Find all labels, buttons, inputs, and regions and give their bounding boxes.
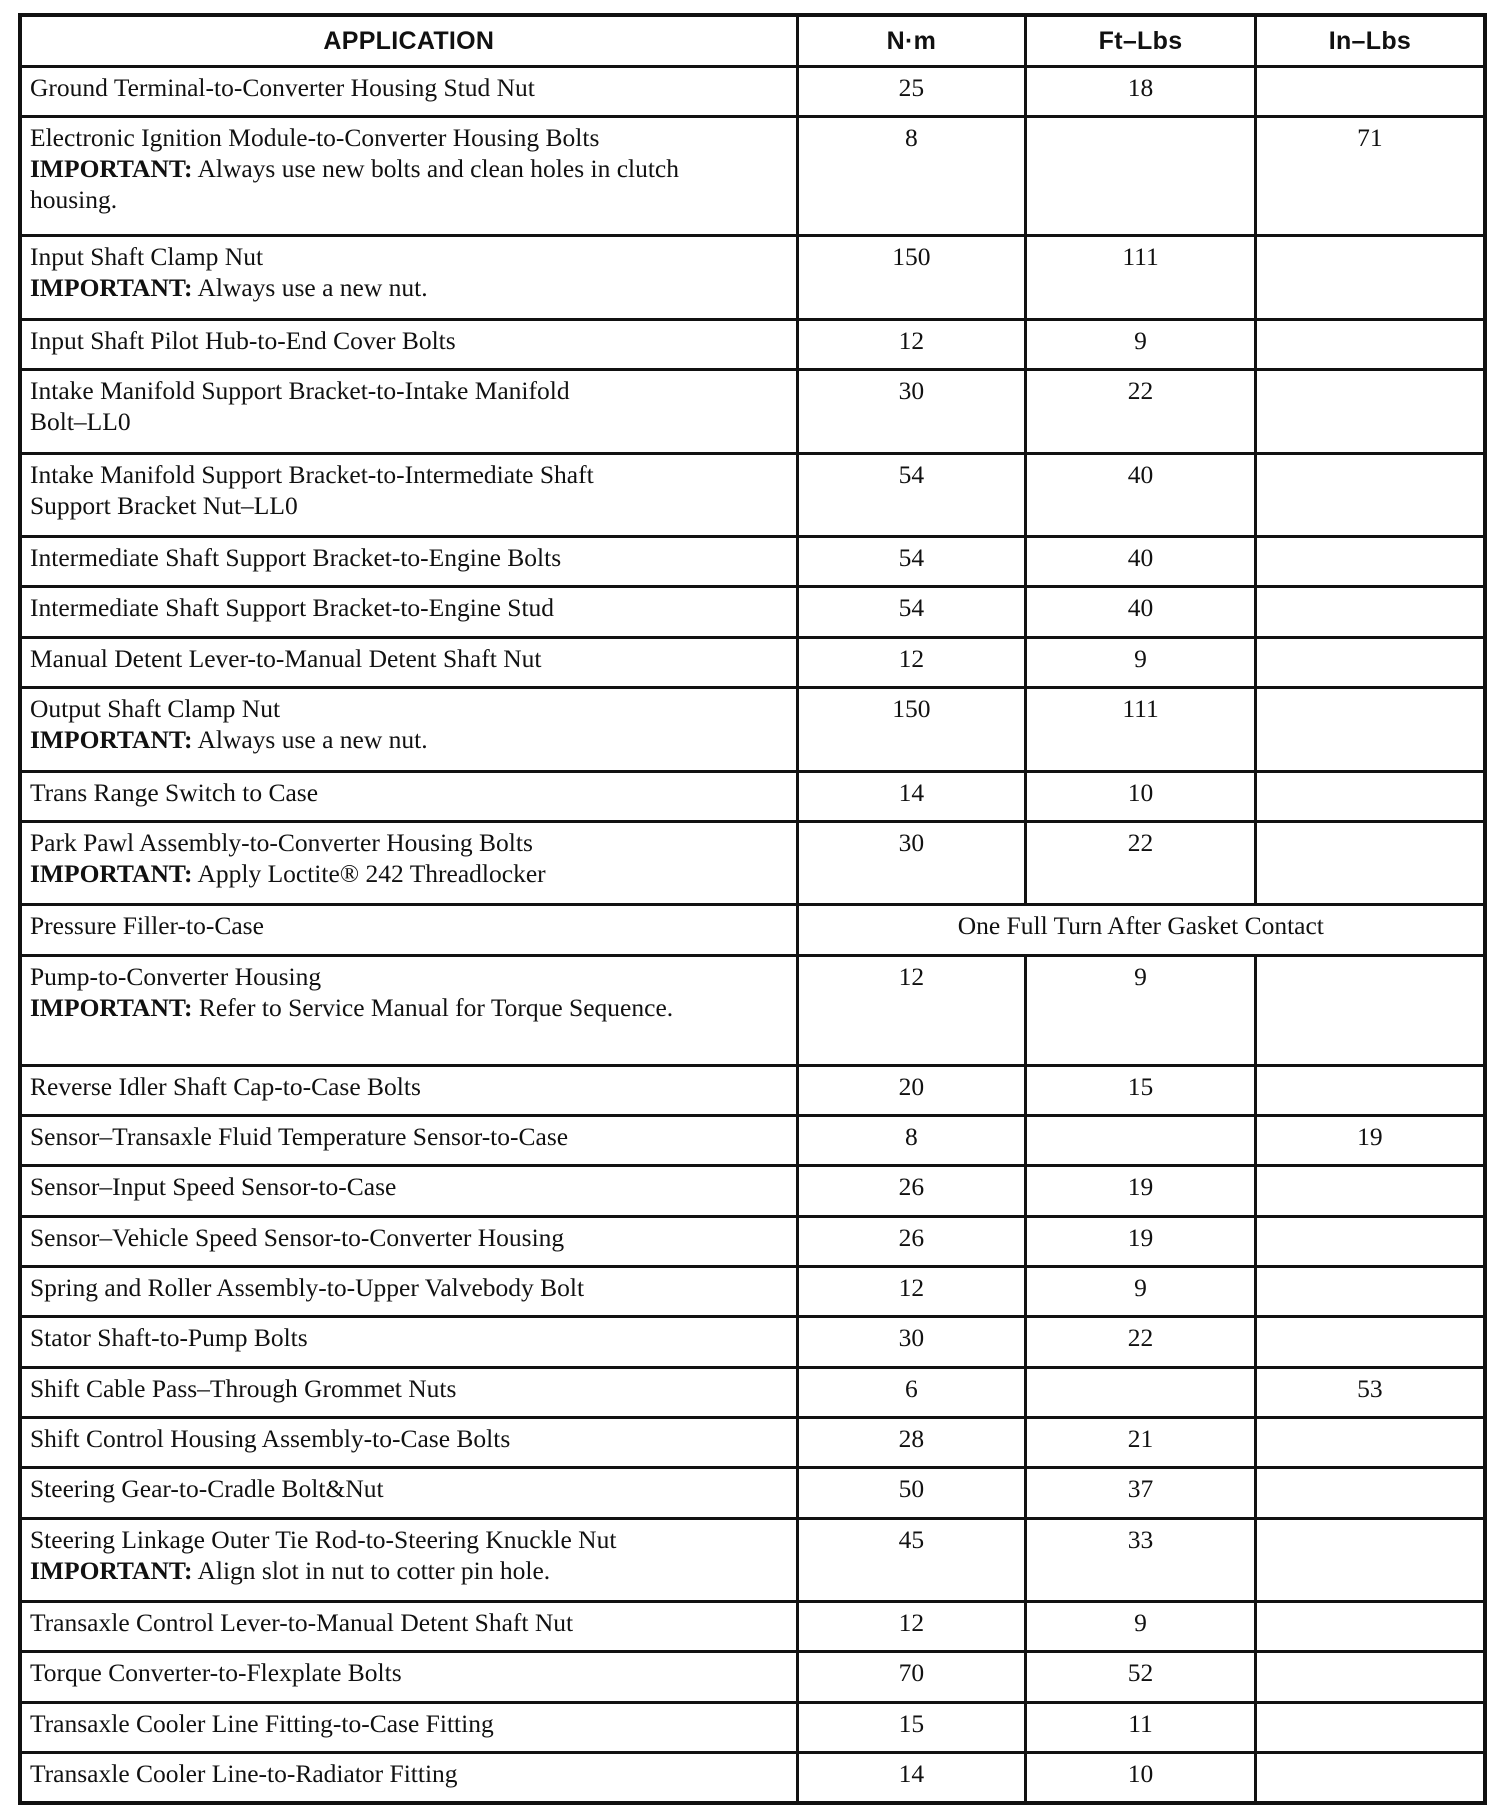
important-label: IMPORTANT: [30,1555,193,1585]
table-row [20,1417,1485,1467]
application-text: Park Pawl Assembly-to-Converter Housing Bolts [30,827,533,857]
header-application: APPLICATION [20,15,797,67]
header-nm: N·m [797,15,1026,67]
header-ftlbs: Ft–Lbs [1026,15,1256,67]
nm-value: 150 [797,236,1026,320]
nm-value: 8 [797,1115,1026,1165]
important-text: Apply Loctite® 242 Threadlocker [197,858,546,888]
application-text: Torque Converter-to-Flexplate Bolts [30,1658,402,1688]
important-text: Always use a new nut. [197,725,428,755]
inlbs-value [1255,637,1485,687]
header-inlbs: In–Lbs [1255,15,1485,67]
application-cell [20,1518,797,1602]
table-row [20,1166,1485,1216]
application-cell [20,771,797,821]
nm-value: 8 [797,117,1026,236]
inlbs-value [1255,955,1485,1065]
important-label: IMPORTANT: [30,858,193,888]
inlbs-value [1255,1652,1485,1702]
application-text: Shift Cable Pass–Through Grommet Nuts [30,1373,457,1403]
application-cell [20,688,797,772]
application-text: Steering Linkage Outer Tie Rod-to-Steering Knuckle Nut [30,1524,617,1554]
nm-value: 12 [797,955,1026,1065]
ftlbs-value: 40 [1026,587,1256,637]
application-text: Transaxle Cooler Line Fitting-to-Case Fitting [30,1708,494,1738]
nm-value: 54 [797,587,1026,637]
table-row [20,117,1485,236]
important-label: IMPORTANT: [30,725,193,755]
application-text: Reverse Idler Shaft Cap-to-Case Bolts [30,1071,421,1101]
application-text: Intermediate Shaft Support Bracket-to-Engine Stud [30,593,555,623]
nm-value: 14 [797,1753,1026,1803]
application-cell [20,1115,797,1165]
application-cell [20,537,797,587]
important-label: IMPORTANT: [30,992,193,1022]
application-cell [20,236,797,320]
nm-value: 30 [797,1317,1026,1367]
application-text: Intake Manifold Support Bracket-to-Intake Manifold Bolt–LL0 [30,376,570,437]
important-text: Always use new bolts and clean holes in clutch housing. [30,154,680,215]
inlbs-value [1255,537,1485,587]
table-row [20,370,1485,454]
nm-value: 6 [797,1367,1026,1417]
nm-value: 26 [797,1216,1026,1266]
table-row [20,1065,1485,1115]
inlbs-value [1255,1216,1485,1266]
inlbs-value [1255,1753,1485,1803]
ftlbs-value: 19 [1026,1216,1256,1266]
application-cell [20,1753,797,1803]
inlbs-value [1255,821,1485,905]
inlbs-value [1255,1518,1485,1602]
application-cell [20,1652,797,1702]
nm-value: 25 [797,67,1026,117]
ftlbs-value: 22 [1026,1317,1256,1367]
application-cell [20,1216,797,1266]
inlbs-value [1255,319,1485,369]
ftlbs-value: 111 [1026,236,1256,320]
inlbs-value [1255,1702,1485,1752]
ftlbs-value: 37 [1026,1468,1256,1518]
application-text: Sensor–Transaxle Fluid Temperature Sensor-to-Case [30,1121,569,1151]
table-row [20,587,1485,637]
table-row [20,905,1485,955]
inlbs-value [1255,1266,1485,1316]
ftlbs-value: 22 [1026,821,1256,905]
application-text: Trans Range Switch to Case [30,777,319,807]
table-row [20,637,1485,687]
ftlbs-value: 111 [1026,688,1256,772]
nm-value: 12 [797,319,1026,369]
important-text: Align slot in nut to cotter pin hole. [197,1555,551,1585]
ftlbs-value: 9 [1026,955,1256,1065]
table-row [20,1602,1485,1652]
inlbs-value [1255,1417,1485,1467]
application-text: Spring and Roller Assembly-to-Upper Valvebody Bolt [30,1272,585,1302]
header-row [20,15,1485,67]
ftlbs-value: 9 [1026,1266,1256,1316]
inlbs-value [1255,370,1485,454]
application-cell [20,821,797,905]
table-row [20,67,1485,117]
inlbs-value [1255,67,1485,117]
nm-value: 50 [797,1468,1026,1518]
application-text: Pump-to-Converter Housing [30,961,322,991]
ftlbs-value: 15 [1026,1065,1256,1115]
ftlbs-value [1026,1115,1256,1165]
torque-specifications-table [18,13,1487,1805]
application-cell [20,453,797,537]
application-text: Intermediate Shaft Support Bracket-to-Engine Bolts [30,543,562,573]
nm-value: 12 [797,637,1026,687]
application-text: Transaxle Cooler Line-to-Radiator Fitting [30,1759,458,1789]
application-cell [20,370,797,454]
application-cell [20,1065,797,1115]
nm-value: 30 [797,370,1026,454]
application-cell [20,1317,797,1367]
ftlbs-value: 33 [1026,1518,1256,1602]
application-cell [20,67,797,117]
application-cell [20,1602,797,1652]
inlbs-value [1255,1602,1485,1652]
application-cell [20,319,797,369]
ftlbs-value [1026,1367,1256,1417]
application-text: Intake Manifold Support Bracket-to-Intermediate Shaft Support Bracket Nut–LL0 [30,459,594,520]
important-text: Always use a new nut. [197,273,428,303]
application-cell [20,117,797,236]
application-cell [20,1702,797,1752]
table-row [20,771,1485,821]
application-cell [20,1266,797,1316]
important-note [30,153,730,215]
application-text: Input Shaft Clamp Nut [30,242,264,272]
ftlbs-value [1026,117,1256,236]
nm-value: 20 [797,1065,1026,1115]
ftlbs-value: 40 [1026,453,1256,537]
table-row [20,319,1485,369]
inlbs-value: 53 [1255,1367,1485,1417]
application-cell [20,905,797,955]
application-cell [20,587,797,637]
table-row [20,236,1485,320]
application-text: Sensor–Input Speed Sensor-to-Case [30,1172,397,1202]
ftlbs-value: 9 [1026,1602,1256,1652]
ftlbs-value: 9 [1026,319,1256,369]
ftlbs-value: 11 [1026,1702,1256,1752]
application-text: Electronic Ignition Module-to-Converter Housing Bolts [30,123,600,153]
table-row [20,1266,1485,1316]
inlbs-value [1255,688,1485,772]
inlbs-value [1255,453,1485,537]
important-note [30,992,690,1023]
application-text: Pressure Filler-to-Case [30,911,264,941]
table-row [20,1317,1485,1367]
ftlbs-value: 40 [1026,537,1256,587]
nm-value: 54 [797,453,1026,537]
important-note [30,1555,790,1586]
application-cell [20,637,797,687]
application-text: Shift Control Housing Assembly-to-Case Bolts [30,1423,511,1453]
torque-instruction-cell: One Full Turn After Gasket Contact [797,905,1485,955]
inlbs-value [1255,1317,1485,1367]
inlbs-value [1255,1166,1485,1216]
table-row [20,1518,1485,1602]
inlbs-value: 71 [1255,117,1485,236]
nm-value: 12 [797,1602,1026,1652]
application-cell [20,1367,797,1417]
ftlbs-value: 18 [1026,67,1256,117]
ftlbs-value: 9 [1026,637,1256,687]
table-row [20,821,1485,905]
nm-value: 70 [797,1652,1026,1702]
nm-value: 12 [797,1266,1026,1316]
application-text: Sensor–Vehicle Speed Sensor-to-Converter Housing [30,1222,565,1252]
ftlbs-value: 52 [1026,1652,1256,1702]
ftlbs-value: 10 [1026,1753,1256,1803]
application-text: Steering Gear-to-Cradle Bolt&Nut [30,1474,384,1504]
important-note [30,724,790,755]
application-text: Ground Terminal-to-Converter Housing Stud Nut [30,73,535,102]
table-row [20,1753,1485,1803]
important-label: IMPORTANT: [30,273,193,303]
application-text: Transaxle Control Lever-to-Manual Detent Shaft Nut [30,1608,574,1638]
inlbs-value [1255,1065,1485,1115]
nm-value: 150 [797,688,1026,772]
table-row [20,1367,1485,1417]
application-text: Input Shaft Pilot Hub-to-End Cover Bolts [30,325,456,355]
important-label: IMPORTANT: [30,154,193,184]
inlbs-value [1255,236,1485,320]
table-row [20,1468,1485,1518]
ftlbs-value: 21 [1026,1417,1256,1467]
important-note [30,272,790,303]
ftlbs-value: 19 [1026,1166,1256,1216]
nm-value: 28 [797,1417,1026,1467]
inlbs-value [1255,1468,1485,1518]
table-row [20,688,1485,772]
table-row [20,537,1485,587]
table-row [20,453,1485,537]
ftlbs-value: 10 [1026,771,1256,821]
nm-value: 45 [797,1518,1026,1602]
nm-value: 15 [797,1702,1026,1752]
application-cell [20,955,797,1065]
table-row [20,1216,1485,1266]
inlbs-value [1255,587,1485,637]
table-row [20,1652,1485,1702]
table-row [20,955,1485,1065]
nm-value: 30 [797,821,1026,905]
application-text: Manual Detent Lever-to-Manual Detent Shaft Nut [30,643,542,673]
application-text: Output Shaft Clamp Nut [30,694,281,724]
application-text: Stator Shaft-to-Pump Bolts [30,1323,308,1353]
table-row [20,1702,1485,1752]
ftlbs-value: 22 [1026,370,1256,454]
table-row [20,1115,1485,1165]
application-cell [20,1166,797,1216]
application-cell [20,1417,797,1467]
important-text: Refer to Service Manual for Torque Sequence. [198,992,674,1022]
important-note [30,858,790,889]
nm-value: 26 [797,1166,1026,1216]
application-cell [20,1468,797,1518]
nm-value: 14 [797,771,1026,821]
inlbs-value [1255,771,1485,821]
inlbs-value: 19 [1255,1115,1485,1165]
nm-value: 54 [797,537,1026,587]
